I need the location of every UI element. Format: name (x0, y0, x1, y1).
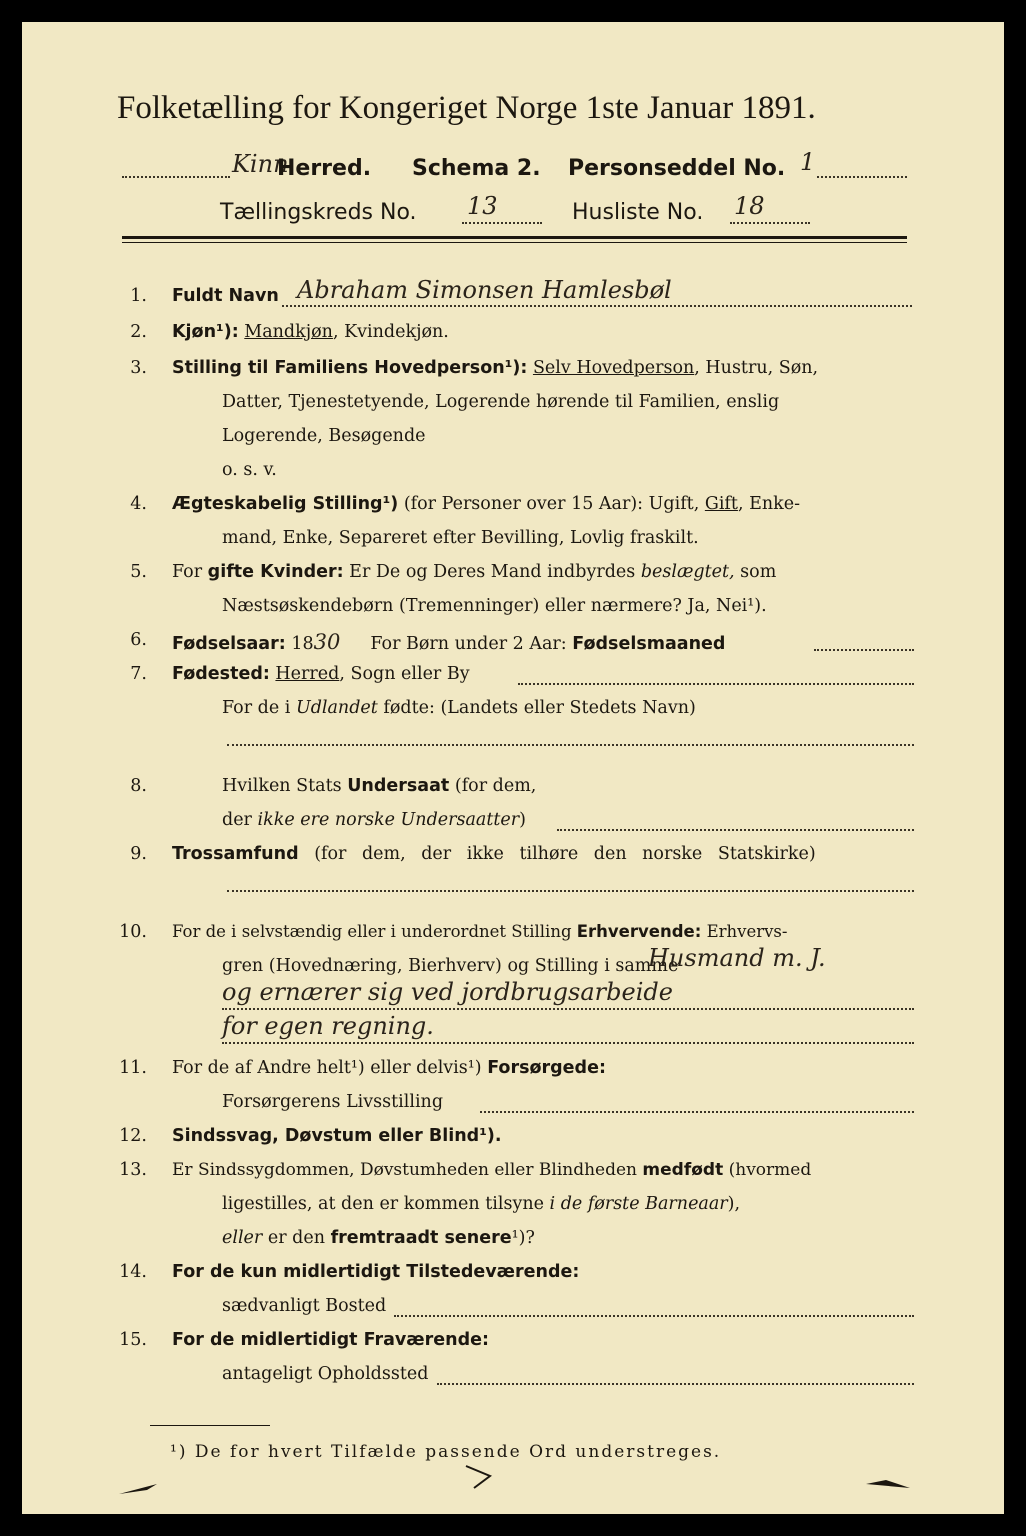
q7-line2 (222, 698, 696, 718)
q11-line2: Forsørgerens Livsstilling (222, 1092, 444, 1112)
q6-label2: Fødselsmaaned (572, 634, 726, 654)
personseddel-value: 1 (800, 148, 816, 176)
q4-option-gift: Gift (704, 494, 738, 514)
personseddel-label: Personseddel No. (568, 156, 786, 181)
q3-rest: , Hustru, Søn, (694, 358, 819, 378)
q14-number: 14. (119, 1262, 147, 1282)
q8-text-d: ) (519, 810, 526, 830)
herred-value: Kinn (232, 150, 289, 178)
q14-line2: sædvanligt Bosted (222, 1296, 387, 1316)
q4-text: (for Personer over 15 Aar): Ugift, (403, 494, 700, 514)
q10-text-a: For de i selvstændig eller i underordnet Stilling (172, 922, 572, 941)
q7-number: 7. (130, 664, 147, 684)
q15-number: 15. (119, 1330, 147, 1350)
q3-label: Stilling til Familiens Hovedperson¹): (172, 358, 528, 378)
header-rule-thin (122, 242, 907, 243)
q8-text-c: der (222, 810, 252, 830)
q10-text-b: Erhvervs- (706, 922, 788, 941)
q13-text-b: (hvormed (728, 1160, 812, 1180)
q11-line1 (172, 1058, 606, 1078)
q13-italic-eller: eller (222, 1228, 263, 1248)
q4-rest: , Enke- (737, 494, 800, 514)
form-title: Folketælling for Kongeriget Norge 1ste Januar 1891. (117, 90, 816, 126)
kreds-label: Tællingskreds No. (220, 200, 417, 225)
q13-text-c: ligestilles, at den er kommen tilsyne (222, 1194, 544, 1214)
q10-label: Erhvervende: (576, 922, 702, 941)
q4-number: 4. (130, 494, 147, 514)
q8-line2 (222, 810, 526, 830)
q13-italic: i de første Barneaar (549, 1194, 728, 1214)
q2-option-mandkjon: Mandkjøn (244, 322, 333, 342)
q6-rest: For Børn under 2 Aar: (370, 634, 567, 654)
q10-value-line3: for egen regning. (222, 1012, 434, 1040)
q11-number: 11. (119, 1058, 147, 1078)
q3-line1 (172, 358, 818, 378)
q5-italic: beslægtet, (640, 562, 735, 582)
q9-number: 9. (130, 844, 147, 864)
q5-text: Er De og Deres Mand indbyrdes (349, 562, 636, 582)
q13-bold-senere: fremtraadt senere (330, 1228, 512, 1248)
q13-text-d: ), (727, 1194, 741, 1214)
q2-number: 2. (130, 322, 147, 342)
q2-label: Kjøn¹): (172, 322, 239, 342)
q6-prefix: 18 (291, 634, 314, 654)
q15-line2: antageligt Opholdssted (222, 1364, 429, 1384)
q10-line1 (172, 922, 787, 941)
q3-number: 3. (130, 358, 147, 378)
q13-text-f: ¹)? (511, 1228, 535, 1248)
q15-label: For de midlertidigt Fraværende: (172, 1330, 489, 1350)
q7-option-herred: Herred (275, 664, 340, 684)
q5-line1 (172, 562, 776, 582)
q1-number: 1. (130, 286, 147, 306)
q8-label: Undersaat (347, 776, 450, 796)
q9-label: Trossamfund (172, 844, 299, 864)
herred-label: Herred. (277, 156, 372, 181)
q4-line1 (172, 494, 800, 514)
q6-year-value: 30 (313, 630, 341, 654)
q7-text-a: For de i (222, 698, 291, 718)
q10-value-line1: Husmand m. J. (648, 944, 826, 972)
census-form (22, 22, 1004, 1514)
q4-label: Ægteskabelig Stilling¹) (172, 494, 399, 514)
header-rule (122, 236, 907, 239)
q10-value-line2: og ernærer sig ved jordbrugsarbeide (222, 978, 673, 1006)
schema-label: Schema 2. (412, 156, 541, 181)
q3-line3: Logerende, Besøgende (222, 426, 426, 446)
fold-mark-left (117, 1480, 167, 1500)
q6-line (172, 630, 725, 654)
q6-number: 6. (130, 630, 147, 650)
q1-name-value: Abraham Simonsen Hamlesbøl (297, 276, 672, 304)
q7-rest: , Sogn eller By (339, 664, 470, 684)
q5-pre: For (172, 562, 203, 582)
fold-mark-right (864, 1474, 914, 1494)
q10-number: 10. (119, 922, 147, 942)
q10-line2: gren (Hovednæring, Bierhverv) og Stilling i samme (222, 956, 679, 976)
q13-line1 (172, 1160, 811, 1180)
footnote: ¹) De for hvert Tilfælde passende Ord understreges. (170, 1442, 722, 1462)
q8-line1 (222, 776, 536, 796)
q14-label: For de kun midlertidigt Tilstedeværende: (172, 1262, 580, 1282)
q12-label: Sindssvag, Døvstum eller Blind¹). (172, 1126, 502, 1146)
q8-number: 8. (130, 776, 147, 796)
q8-italic: ikke ere norske Undersaatter (257, 810, 520, 830)
q4-line2: mand, Enke, Separeret efter Bevilling, Lovlig fraskilt. (222, 528, 699, 548)
q5-number: 5. (130, 562, 147, 582)
q2-line (172, 322, 449, 342)
q3-option-selv: Selv Hovedperson (532, 358, 695, 378)
q12-number: 12. (119, 1126, 147, 1146)
fold-mark-center (462, 1462, 512, 1492)
q5-line2: Næstsøskendebørn (Tremenninger) eller nærmere? Ja, Nei¹). (222, 596, 767, 616)
q8-text-b: (for dem, (454, 776, 537, 796)
q2-rest: , Kvindekjøn. (332, 322, 449, 342)
q13-bold-medfodt: medfødt (642, 1160, 724, 1180)
q7-line1 (172, 664, 470, 684)
q7-italic: Udlandet (295, 698, 378, 718)
q8-text-a: Hvilken Stats (222, 776, 342, 796)
q9-rest: (for dem, der ikke tilhøre den norske Statskirke) (314, 844, 816, 864)
kreds-value: 13 (467, 192, 498, 220)
q7-text-b: fødte: (Landets eller Stedets Navn) (383, 698, 696, 718)
q13-text-e: er den (267, 1228, 325, 1248)
q13-text-a: Er Sindssygdommen, Døvstumheden eller Blindheden (172, 1160, 637, 1180)
husliste-value: 18 (734, 192, 765, 220)
q3-line4: o. s. v. (222, 460, 277, 480)
q6-label: Fødselsaar: (172, 634, 286, 654)
q7-label: Fødested: (172, 664, 270, 684)
q13-number: 13. (119, 1160, 147, 1180)
q9-line (172, 844, 816, 864)
q5-label: gifte Kvinder: (207, 562, 344, 582)
footnote-rule (150, 1425, 270, 1426)
q1-label: Fuldt Navn (172, 286, 279, 306)
q11-label: Forsørgede: (487, 1058, 606, 1078)
q3-line2: Datter, Tjenestetyende, Logerende hørende til Familien, enslig (222, 392, 780, 412)
q13-line2 (222, 1194, 740, 1214)
q11-text: For de af Andre helt¹) eller delvis¹) (172, 1058, 482, 1078)
q13-line3 (222, 1228, 535, 1248)
husliste-label: Husliste No. (572, 200, 704, 225)
q5-rest: som (740, 562, 777, 582)
